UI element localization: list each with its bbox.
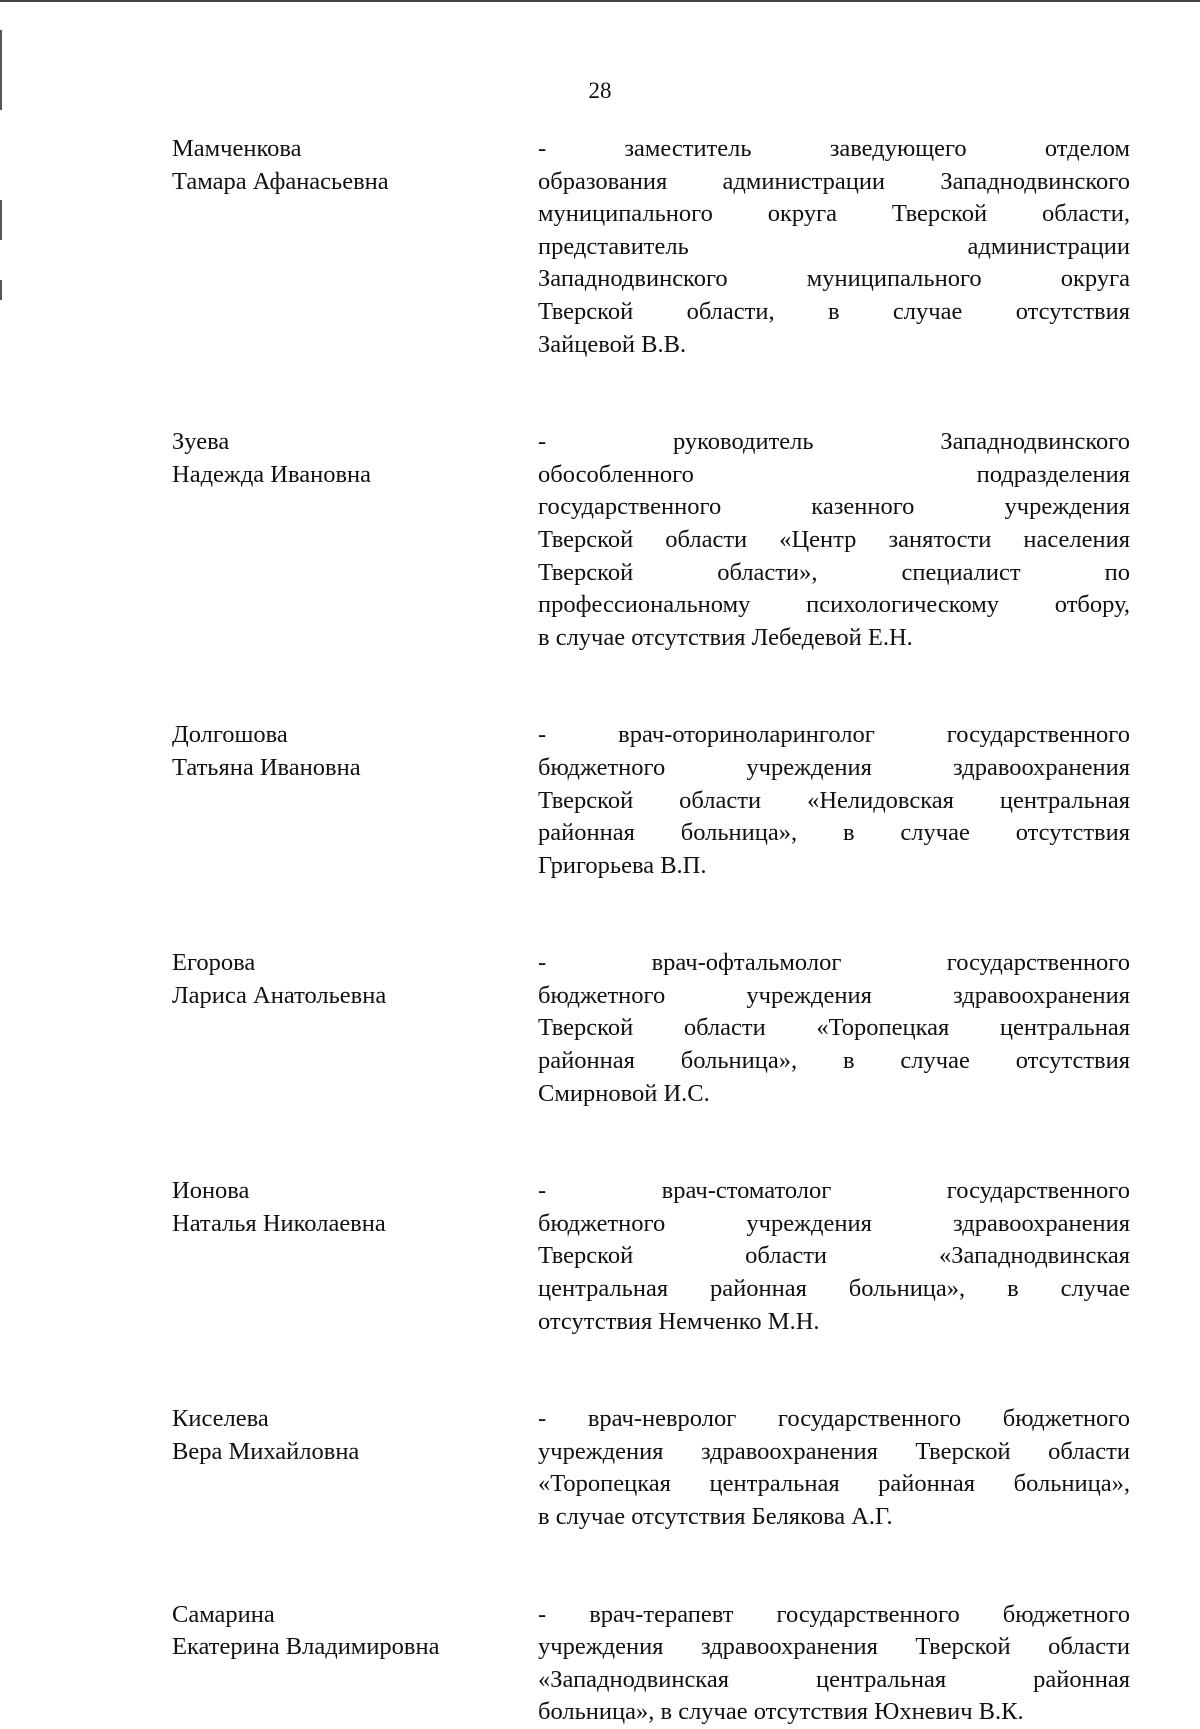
member-name (172, 1175, 538, 1240)
member-position (538, 1599, 1130, 1729)
position-line: районная больница», в случае отсутствия (538, 1047, 1130, 1075)
position-line: учреждения здравоохранения Тверской области (538, 1633, 1130, 1661)
member-entry (172, 1599, 1130, 1729)
member-given-names: Лариса Анатольевна (172, 981, 387, 1009)
member-name (172, 426, 538, 491)
position-line: Западнодвинского муниципального округа (538, 265, 1130, 293)
member-name (172, 947, 538, 1012)
member-given-names: Надежда Ивановна (172, 460, 372, 488)
position-line: в случае отсутствия Белякова А.Г. (538, 1503, 893, 1530)
member-given-names: Екатерина Владимировна (172, 1633, 440, 1661)
scan-edge-mark (0, 200, 2, 240)
scan-top-edge (0, 0, 1200, 2)
member-name (172, 1403, 538, 1468)
position-line: Тверской области «Центр занятости населения (538, 525, 1130, 553)
position-line: муниципального округа Тверской области, (538, 200, 1130, 228)
position-line: профессиональному психологическому отбору, (538, 591, 1130, 619)
position-line: бюджетного учреждения здравоохранения (538, 1209, 1130, 1237)
position-line: - врач-терапевт государственного бюджетного (538, 1600, 1130, 1628)
position-line: образования администрации Западнодвинского (538, 167, 1130, 195)
member-position (538, 947, 1130, 1110)
position-line: районная больница», в случае отсутствия (538, 819, 1130, 847)
member-surname: Мамченкова (172, 135, 302, 162)
position-line: - заместитель заведующего отделом (538, 135, 1130, 162)
member-name (172, 1599, 538, 1664)
member-position (538, 426, 1130, 654)
position-line: отсутствия Немченко М.Н. (538, 1307, 820, 1335)
position-line: обособленного подразделения (538, 460, 1130, 488)
position-line: Тверской области «Торопецкая центральная (538, 1014, 1130, 1042)
member-name (172, 719, 538, 784)
position-line: учреждения здравоохранения Тверской области (538, 1437, 1130, 1465)
position-line: центральная районная больница», в случае (538, 1275, 1130, 1303)
position-line: Тверской области, в случае отсутствия (538, 297, 1130, 325)
position-line: «Торопецкая центральная районная больница», (538, 1470, 1130, 1498)
member-surname: Ионова (172, 1177, 250, 1205)
position-line: - врач-стоматолог государственного (538, 1177, 1130, 1205)
position-line: - врач-невролог государственного бюджетного (538, 1405, 1130, 1433)
member-surname: Киселева (172, 1405, 269, 1433)
member-entry (172, 133, 1130, 361)
position-line: Тверской области «Западнодвинская (538, 1242, 1130, 1270)
position-line: «Западнодвинская центральная районная (538, 1665, 1130, 1693)
position-line: - врач-офтальмолог государственного (538, 949, 1130, 977)
member-given-names: Татьяна Ивановна (172, 753, 361, 781)
scan-edge-mark (0, 280, 2, 300)
position-line: Зайцевой В.В. (538, 330, 687, 358)
position-line: представитель администрации (538, 232, 1130, 260)
position-line: Смирновой И.С. (538, 1079, 710, 1107)
member-entry (172, 719, 1130, 882)
position-line: государственного казенного учреждения (538, 493, 1130, 521)
member-position (538, 1403, 1130, 1533)
member-surname: Зуева (172, 428, 230, 456)
position-line: Тверской области», специалист по (538, 558, 1130, 586)
member-given-names: Наталья Николаевна (172, 1209, 386, 1237)
member-name (172, 133, 538, 198)
position-line: в случае отсутствия Лебедевой Е.Н. (538, 623, 913, 651)
member-surname: Егорова (172, 949, 256, 977)
member-entry (172, 1175, 1130, 1338)
member-entry (172, 426, 1130, 654)
position-line: бюджетного учреждения здравоохранения (538, 981, 1130, 1009)
member-surname: Самарина (172, 1600, 275, 1628)
position-line: - руководитель Западнодвинского (538, 428, 1130, 456)
commission-member-list (172, 133, 1130, 1729)
member-surname: Долгошова (172, 721, 288, 749)
member-given-names: Тамара Афанасьевна (172, 167, 389, 195)
position-line: Тверской области «Нелидовская центральная (538, 786, 1130, 814)
member-position (538, 133, 1130, 361)
position-line: больница», в случае отсутствия Юхневич В.К. (538, 1698, 1024, 1726)
page-number: 28 (588, 78, 612, 103)
position-line: бюджетного учреждения здравоохранения (538, 753, 1130, 781)
member-entry (172, 947, 1130, 1110)
position-line: - врач-оториноларинголог государственного (538, 721, 1130, 749)
member-given-names: Вера Михайловна (172, 1437, 360, 1465)
position-line: Григорьева В.П. (538, 851, 707, 879)
member-position (538, 719, 1130, 882)
member-entry (172, 1403, 1130, 1533)
member-position (538, 1175, 1130, 1338)
